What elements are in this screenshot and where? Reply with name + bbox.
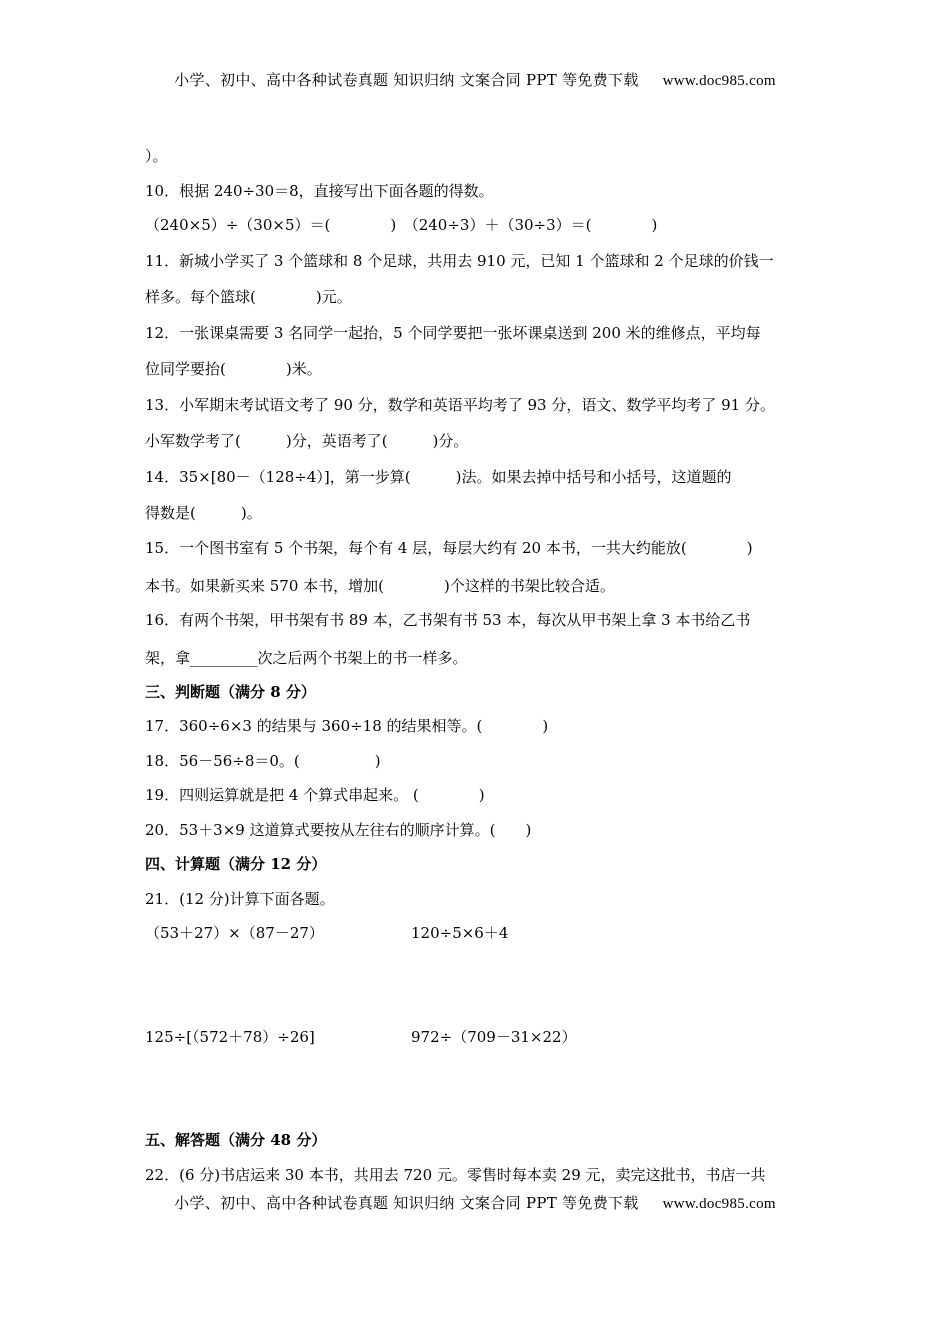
calc-item-4: 972÷（709－31×22） <box>411 1028 577 1046</box>
question-13-line1: 13．小军期末考试语文考了 90 分，数学和英语平均考了 93 分，语文、数学平均考了 91 分。 <box>145 396 775 414</box>
question-11-line1: 11．新城小学买了 3 个篮球和 8 个足球，共用去 910 元，已知 1 个篮球和 2 个足球的价钱一 <box>145 252 774 270</box>
question-11-line2: 样多。每个篮球( )元。 <box>145 288 352 306</box>
question-15-line2: 本书。如果新买来 570 本书，增加( )个这样的书架比较合适。 <box>145 577 615 595</box>
section-5-heading: 五、解答题（满分 48 分） <box>145 1131 327 1149</box>
question-12-line1: 12．一张课桌需要 3 名同学一起抬，5 个同学要把一张坏课桌送到 200 米的维修点，平均每 <box>145 324 761 342</box>
question-14-line1: 14．35×[80－（128÷4）]，第一步算( )法。如果去掉中括号和小括号，这道题的 <box>145 468 732 486</box>
question-20: 20．53＋3×9 这道算式要按从左往右的顺序计算。( ) <box>145 821 532 839</box>
question-12-line2: 位同学要抬( )米。 <box>145 360 322 378</box>
question-21: 21．(12 分)计算下面各题。 <box>145 890 335 908</box>
question-16-line1: 16．有两个书架，甲书架有书 89 本，乙书架有书 53 本，每次从甲书架上拿 3 本书给乙书 <box>145 611 751 629</box>
header-text: 小学、初中、高中各种试卷真题 知识归纳 文案合同 PPT 等免费下载 <box>174 71 639 89</box>
question-17: 17．360÷6×3 的结果与 360÷18 的结果相等。( ) <box>145 717 549 735</box>
question-10-items: （240×5）÷（30×5）＝( ) （240÷3）＋（30÷3）＝( ) <box>145 216 658 234</box>
question-13-line2: 小军数学考了( )分，英语考了( )分。 <box>145 432 469 450</box>
continuation-line: ）。 <box>145 147 168 165</box>
calc-item-2: 120÷5×6＋4 <box>411 924 509 942</box>
question-15-line1: 15．一个图书室有 5 个书架，每个有 4 层，每层大约有 20 本书，一共大约能放( ) <box>145 539 753 557</box>
question-10: 10．根据 240÷30＝8，直接写出下面各题的得数。 <box>145 182 494 200</box>
page-footer <box>0 1192 950 1213</box>
calc-item-1: （53＋27）×（87－27） <box>145 924 324 942</box>
header-url-link[interactable]: www.doc985.com <box>662 73 776 89</box>
section-3-heading: 三、判断题（满分 8 分） <box>145 683 316 701</box>
section-4-heading: 四、计算题（满分 12 分） <box>145 855 327 873</box>
question-22: 22．(6 分)书店运来 30 本书，共用去 720 元。零售时每本卖 29 元，卖完这批书，书店一共 <box>145 1166 766 1184</box>
question-19: 19．四则运算就是把 4 个算式串起来。 ( ) <box>145 786 485 804</box>
question-16-line2: 架，拿_________次之后两个书架上的书一样多。 <box>145 649 468 667</box>
footer-text: 小学、初中、高中各种试卷真题 知识归纳 文案合同 PPT 等免费下载 <box>174 1194 639 1212</box>
question-18: 18．56－56÷8＝0。( ) <box>145 752 381 770</box>
calc-item-3: 125÷[（572＋78）÷26] <box>145 1028 315 1046</box>
question-14-line2: 得数是( )。 <box>145 504 262 522</box>
footer-url-link[interactable]: www.doc985.com <box>662 1196 776 1212</box>
page-header <box>0 69 950 90</box>
